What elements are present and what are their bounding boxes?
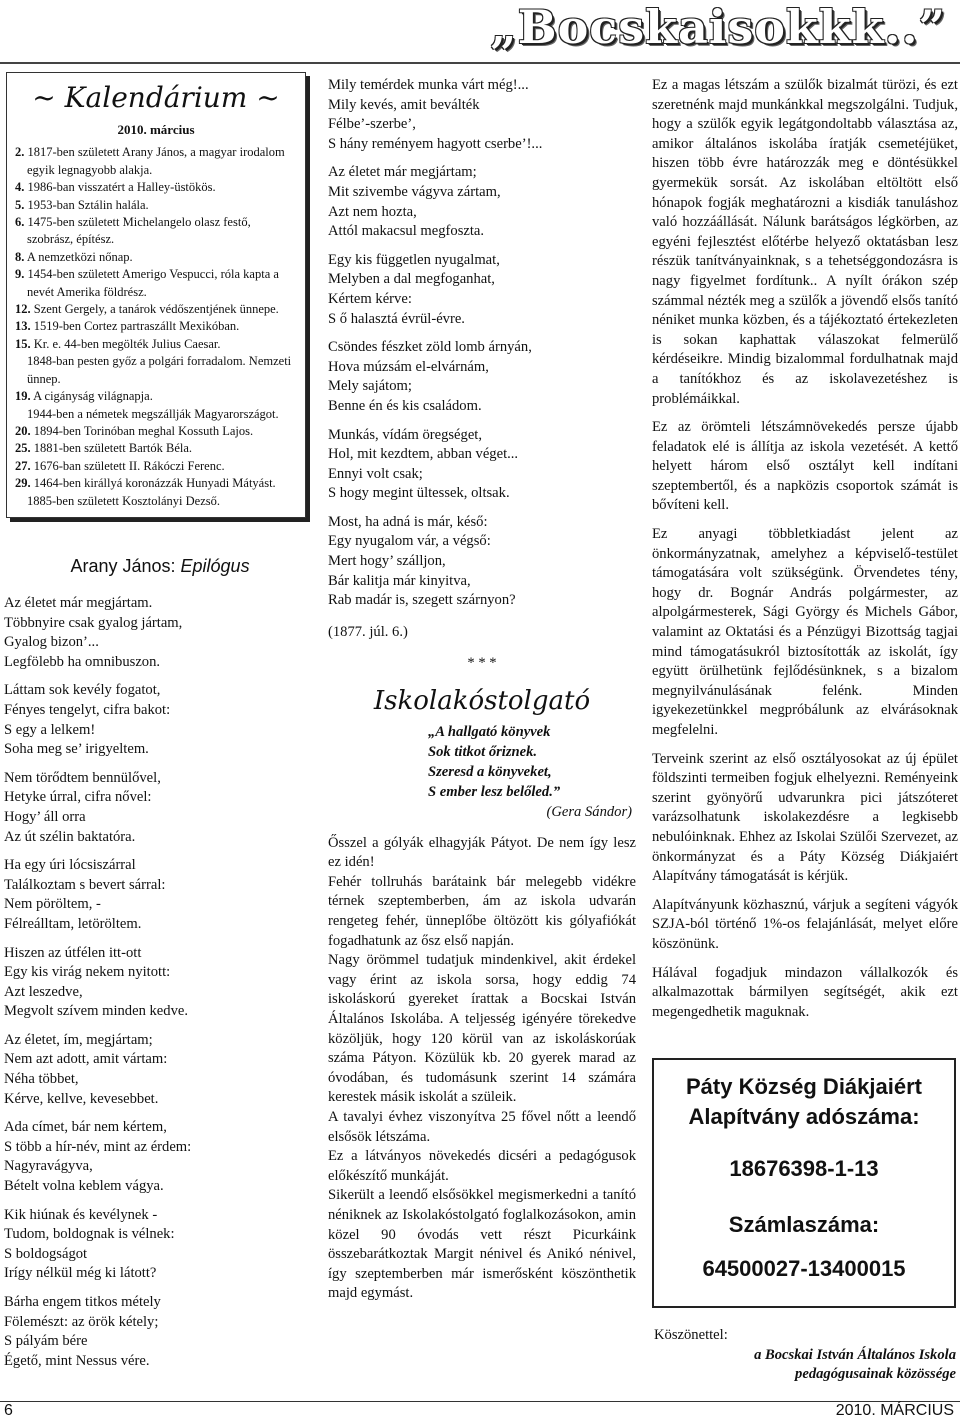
- calendar-day: 29.: [15, 476, 31, 491]
- calendar-entry: [15, 179, 297, 196]
- signature-1: a Bocskai István Általános Iskola: [754, 1346, 956, 1363]
- motto-line: S ember lesz belőled.”: [428, 783, 561, 800]
- calendar-day: 8.: [15, 249, 25, 264]
- poem-stanza: Az életet már megjártam; Mit szivembe vágyva zártam, Azt nem hozta, Attól makacsul megfoszta.: [328, 164, 501, 240]
- calendar-day: 5.: [15, 197, 25, 212]
- masthead-rule: [0, 62, 960, 64]
- poem-stanza: Most, ha adná is már, késő: Egy nyugalom vár, a végső: Mert hogy’ szálljon, Bár kalitja már kinyitva, Rab madár is, szegett szárnyon?: [328, 513, 516, 609]
- poem-stanza: Nem törődtem bennülővel, Hetyke úrral, cifra nővel: Hogy’ áll orra Az út szélin baktatóra.: [4, 769, 161, 845]
- poem-title: [40, 556, 280, 577]
- account-label: Számlaszáma:: [728, 1212, 880, 1237]
- calendar-entry: [15, 214, 297, 249]
- calendar-entry: [15, 266, 297, 301]
- article-body-2: [652, 76, 958, 1031]
- calendar-entry: [15, 423, 297, 440]
- calendar-day: 9.: [15, 267, 25, 282]
- article-title: Iskolakóstolgató: [373, 686, 591, 717]
- poem-stanza: Ha egy úri lócsiszárral Találkoztam s bevert sárral: Nem pöröltem, - Félreálltam, letöröltem.: [4, 857, 166, 932]
- signature-2: pedagógusainak közössége: [795, 1366, 956, 1383]
- poem-date: (1877. júl. 6.): [328, 623, 408, 640]
- calendar-day: 13.: [15, 319, 31, 334]
- separator-stars: * * *: [467, 655, 497, 672]
- calendar-day: 15.: [15, 336, 31, 351]
- calendar-entry: [15, 475, 297, 492]
- calendar-entry: [15, 440, 297, 457]
- calendar-day: 25.: [15, 441, 31, 456]
- article-paragraph: Ez a látványos növekedés dicséri a pedagógusok előkészítő munkáját.: [328, 1148, 636, 1184]
- poem-stanza: Ada címet, bár nem kértem, S több a hír-név, mint az érdem: Nagyravágyva, Bételt volna keblem vágya.: [4, 1119, 192, 1195]
- calendar-day: 20.: [15, 423, 31, 438]
- calendar-text: 1475-ben született Michelangelo olasz festő, szobrász, építész.: [27, 215, 251, 247]
- calendar-text: 1894-ben Torinóban meghal Kossuth Lajos.: [33, 423, 254, 438]
- masthead-brand: „Bocskaisokkk..”: [490, 0, 946, 54]
- calendar-text: A nemzetközi nőnap.: [26, 249, 133, 264]
- article-paragraph: Ez anyagi többletkiadást jelent az önkormányzatnak, amelyhez a képviselő-testület támogatására volt szükségünk. Örvendetes tény, hogy dr. Bognár András polgármester, az alpolgármesterek, Sági György és Michels Gábor, valamint az Oktatási és a Pénzügyi Bizottság tagjai mind támogatásukról biztosították az iskolát, így együtt örülhetünk fejlődésünknek, s a bizalom megnyilvánulásának felénk. Minden igyekezetünkkel megpróbálunk az elvárásoknak megfelelni.: [652, 526, 958, 738]
- calendar-text: A cigányság világnapja.: [33, 389, 153, 404]
- calendar-entry: [15, 458, 297, 475]
- calendar-day: 12.: [15, 302, 31, 317]
- calendar-day: 27.: [15, 458, 31, 473]
- foundation-box: [652, 1058, 956, 1308]
- article-paragraph: Fehér tollruhás barátaink bár melegebb vidékre térnek szeptemberben, ám az iskola udvarán rengeteg fehér, ünneplőbe öltözött kis gólyafiókát fogadhatunk az ősz első napján.: [328, 873, 636, 949]
- article-paragraph: Sikerült a leendő elsősökkel megismerkedni a tanító néniknek az Iskolakóstolgató foglalkozásokon, amin közel 90 óvodás vett részt Picurkáink összebarátkoztak Margit nénivel és Anikó nénivel, így szeptemberben már ismerősként köszönthetik majd egymást.: [328, 1187, 636, 1302]
- poem-stanza: Egy kis független nyugalmat, Melyben a dal megfoganhat, Kértem kérve: S ő halasztá évrül-évre.: [328, 251, 500, 327]
- calendar-entry: [15, 249, 297, 266]
- poem-author: Arany János:: [70, 556, 176, 576]
- calendar-text: Szent Gergely, a tanárok védőszentjének ünnepe.: [33, 302, 279, 317]
- account-number: 64500027-13400015: [702, 1256, 906, 1281]
- footer-rule: [0, 1401, 960, 1402]
- article-paragraph: Ez az örömteli létszámnövekedés persze újabb feladatok elé is állítja az iskola vezetését. A kettő helyett három első osztályt kell indítani szeptembertől, és a napközis csoportok számát is bővíteni kell.: [652, 419, 958, 514]
- calendar-text: 1519-ben Cortez partraszállt Mexikóban.: [33, 319, 240, 334]
- calendar-text: 1817-ben született Arany János, a magyar irodalom egyik legnagyobb alakja.: [27, 145, 285, 177]
- calendar-text: 1953-ban Sztálin halála.: [27, 197, 149, 212]
- middle-column: [328, 76, 636, 1304]
- page-number: 6: [4, 1402, 13, 1419]
- calendar-entry: [15, 493, 297, 510]
- calendar-text: 1848-ban pesten győz a polgári forradalom. Nemzeti ünnep.: [27, 354, 292, 386]
- poem-stanza: Az életet már megjártam. Többnyire csak gyalog jártam, Gyalog bizon’... Legfölebb ha omnibuszon.: [4, 595, 183, 670]
- article-paragraph: Ősszel a gólyák elhagyják Pátyot. De nem így lesz ez idén!: [328, 834, 636, 871]
- article-paragraph: Ez a magas létszám a szülők bizalmát türözi, és ezt szeretnénk majd munkánkkal megszolgálni. Tudjuk, hogy a szülők egyik legátgondoltabb választása az, amikor általános iskolába íratják csemetéjüket, hiszen több évre határozzák meg e döntésükkel gyermekük sorsát. Az iskolában eltöltött első hónapok fogják meghatározni a kisdiák tanuláshoz való hozzáállását. Nálunk barátságos légkörben, az egyéni fejlesztést előtérbe helyező oktatásban lesz részük tanítványainknak, s a tehetséggondozásra is nagy figyelmet fordítunk.. A nyílt órákon szép számmal nézték meg a szülők a jövendő elsős tanító néniket munka közben, és a tájékoztató értekezleten is sokan kaphattak válaszokat felmerülő kérdéseikre. Mindig bizalommal fordulhatnak majd a tanítókhoz és az iskolavezetéshez is problémáikkal.: [652, 77, 958, 407]
- calendar-box: [6, 72, 306, 518]
- calendar-text: 1944-ben a németek megszállják Magyarországot.: [27, 406, 279, 421]
- calendar-text: 1986-ban visszatért a Halley-üstökös.: [27, 180, 216, 195]
- calendar-list: [15, 144, 297, 510]
- calendar-text: 1454-ben született Amerigo Vespucci, róla kapta a nevét Amerika földrész.: [27, 267, 279, 299]
- calendar-day: 19.: [15, 389, 31, 404]
- poem-column-1: [4, 594, 314, 1380]
- calendar-day: 4.: [15, 180, 25, 195]
- poem-column-2: [328, 76, 636, 611]
- calendar-text: Kr. e. 44-ben megölték Julius Caesar.: [33, 336, 221, 351]
- article-paragraph: Nagy örömmel tudatjuk mindenkivel, akit érdekel vagy érint az iskola sorsa, hogy eddig 74 iskoláskorú gyereket írattak a Bocskai István Általános Iskolába. A teljesség igényére törekedve közöljük, hogy 120 körül van az iskoláskorúak száma Pátyon. Közülük kb. 20 gyerek marad az óvodában, és tudomásunk szerint 14 számára kerestek másik iskolát a szüleik.: [328, 952, 636, 1106]
- poem-stanza: Csöndes fészket zöld lomb árnyán, Hova múzsám el-elvárnám, Mely sajátom; Benne én és kis családom.: [328, 339, 532, 414]
- calendar-entry: [15, 353, 297, 388]
- calendar-text: 1676-ban született II. Rákóczi Ferenc.: [33, 458, 225, 473]
- poem-stanza: Az életet, ím, megjártam; Nem azt adott, amit vártam: Néha többet, Kérve, kellve, kevesebbet.: [4, 1031, 168, 1107]
- motto-line: Szeresd a könyveket,: [428, 763, 552, 780]
- motto-line: „A hallgató könyvek: [428, 723, 551, 740]
- poem-stanza: Bárha engem titkos métely Fölemészt: az örök kétely; S pályám bére Égető, mint Nessus vére.: [4, 1294, 161, 1369]
- motto-source: (Gera Sándor): [546, 803, 632, 820]
- poem-stanza: Munkás, vídám öregséget, Hol, mit kezdtem, abban véget... Ennyi volt csak; S hogy megint ültessek, oltsak.: [328, 426, 519, 502]
- calendar-entry: [15, 336, 297, 353]
- calendar-text: 1881-ben született Bartók Béla.: [33, 441, 193, 456]
- article-paragraph: A tavalyi évhez viszonyítva 25 fővel nőtt a leendő elsősök létszáma.: [328, 1108, 636, 1145]
- calendar-entry: [15, 388, 297, 405]
- calendar-text: 1464-ben királlyá koronázzák Hunyadi Mátyást.: [33, 476, 276, 491]
- issue-date: 2010. MÁRCIUS: [835, 1402, 954, 1419]
- thanks-label: Köszönettel:: [654, 1327, 728, 1343]
- poem-stanza: Hiszen az útfélen itt-ott Egy kis virág nekem nyitott: Azt leszedve, Megvolt szívem minden kedve.: [4, 944, 189, 1020]
- motto: [428, 722, 636, 822]
- calendar-entry: [15, 318, 297, 335]
- box-line2: Alapítvány adószáma:: [688, 1104, 920, 1129]
- article-paragraph: Terveink szerint az első osztályosokat az új épület földszinti termeiben fogjuk elhelyezni. Reményeink szerint gyönyörű udvarunkra pici játszóteret varázsolhatunk iskolakezdésre a legkisebb nebulóinknak. Ehhez az Iskolai Szülői Szervezet, az önkormányzat és a Páty Község Diákjaiért Alapítvány támogatását is kérjük.: [652, 750, 958, 885]
- poem-stanza: Láttam sok kevély fogatot, Fényes tengelyt, cifra bakot: S egy a lelkem! Soha meg se’ irigyeltem.: [4, 682, 171, 758]
- calendar-title: ~ Kalendárium ~: [32, 81, 280, 114]
- article-paragraph: Alapítványunk közhasznú, várjuk a segíteni vágyók SZJA-ból történő 1%-os felajánlását, melyet előre köszönünk.: [652, 896, 958, 952]
- masthead: [0, 0, 960, 62]
- poem-stanza: Kik hiúnak és kevélynek - Tudom, boldognak is vélnek: S boldogságot Irígy nélkül még ki látott?: [4, 1206, 175, 1282]
- calendar-month: 2010. március: [117, 122, 195, 137]
- calendar-entry: [15, 197, 297, 214]
- box-line1: Páty Község Diákjaiért: [686, 1074, 922, 1099]
- calendar-day: 2.: [15, 145, 25, 160]
- article-body-1: [328, 834, 636, 1304]
- article-paragraph: Hálával fogadjuk mindazon vállalkozók és alkalmazottak bármilyen segítségét, akik ezt megengedhetik maguknak.: [652, 964, 958, 1020]
- poem-name: Epilógus: [180, 556, 250, 576]
- calendar-text: 1885-ben született Kosztolányi Dezső.: [27, 493, 221, 508]
- tax-number: 18676398-1-13: [729, 1156, 879, 1181]
- calendar-entry: [15, 406, 297, 423]
- calendar-entry: [15, 144, 297, 179]
- poem-stanza: Mily temérdek munka várt még!... Mily kevés, amit beválték Félbe’-szerbe’, S hány reményem hagyott cserbe’!...: [328, 77, 543, 152]
- thanks: [654, 1326, 956, 1385]
- motto-line: Sok titkot őriznek.: [428, 743, 538, 760]
- calendar-entry: [15, 301, 297, 318]
- calendar-day: 6.: [15, 215, 25, 230]
